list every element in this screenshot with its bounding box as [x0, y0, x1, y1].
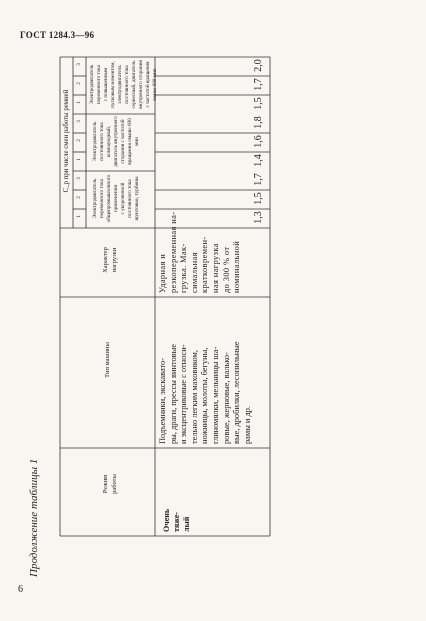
header-load-character: Характер нагрузки: [102, 247, 118, 273]
header-motor-2: Электродвигатель постоянного тока компаундный, двигатель внутреннего сгорания с частотой вращения свыше 600 мин: [92, 116, 140, 167]
cp-value: 1,7: [253, 78, 264, 91]
header-motor-1: Электродвигатель переменного тока общепромышленного применения с укороченной постоянного тока шунтовые, турбины: [92, 174, 140, 223]
shift-label-2b: 2: [76, 139, 82, 142]
continuation-label: Продолжение таблицы 1: [28, 458, 40, 577]
shift-label-3b: 3: [76, 120, 82, 123]
cp-value: 2,0: [253, 59, 264, 72]
cp-value: 1,5: [253, 97, 264, 110]
page-header: ГОСТ 1284.3—96: [20, 30, 95, 40]
cp-value: 1,3: [253, 211, 264, 224]
row-regime: Очень тяже- лый: [162, 508, 191, 532]
shift-label-1a: 1: [76, 215, 82, 218]
row-load: Ударная и резкопеременная на- грузка. Мак- симальная кратковремен- ная нагрузка до 300 % от номинальной: [158, 211, 242, 293]
shift-label-2c: 2: [76, 82, 82, 85]
header-cp-group: С_p при числе смен работы ремней: [63, 89, 70, 193]
header-machine-type: Тип машины: [104, 342, 111, 378]
shift-label-3a: 3: [76, 177, 82, 180]
cp-value: 1,6: [253, 135, 264, 148]
row-machines: Подъемники, экскавато- ры, драги, прессы винтовые и эксцентриковые с относи- тельно легким маховиком, ножницы, молоты, бегуны, глиномялки, мельницы ша- ровые, жерновые, валько- вые, дробилки, лесопильные рамы и др.: [158, 341, 252, 444]
shift-label-1c: 1: [76, 101, 82, 104]
header-motor-3: Электродвигатель переменного тока с повышенным пусковым моментом, электродвигатель постоянного тока сериесный, двигатель внутреннего сгорания с частотой вращения менее 600 мин: [89, 60, 158, 109]
shift-label-1b: 1: [76, 158, 82, 161]
cp-value: 1,5: [253, 192, 264, 205]
cp-value: 1,8: [253, 116, 264, 129]
shift-label-3c: 3: [76, 63, 82, 66]
cp-value: 1,7: [253, 173, 264, 186]
shift-label-2a: 2: [76, 196, 82, 199]
page-number: 6: [18, 584, 23, 595]
cp-value: 1,4: [253, 154, 264, 167]
header-regime: Режим работы: [102, 474, 118, 494]
